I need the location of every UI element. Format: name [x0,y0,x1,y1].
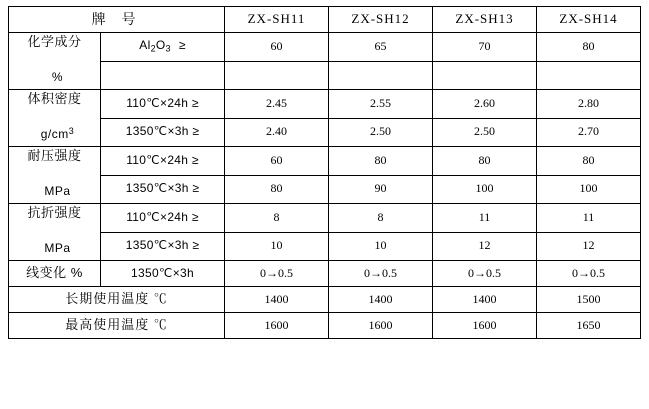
value-cell: 60 [225,147,329,176]
value-cell: 2.50 [433,118,537,147]
grade-header-3: ZX-SH13 [433,7,537,33]
row-label-max-temperature: 最高使用温度 ℃ [9,313,225,339]
value-cell: 90 [329,175,433,204]
value-cell: 1400 [433,287,537,313]
table-row [9,33,641,62]
condition-cell: 110℃×24h ≥ [101,90,225,119]
value-cell: 1650 [537,313,641,339]
row-label-long-term-temperature: 长期使用温度 ℃ [9,287,225,313]
condition-cell: $Al_2O_3$ ≥ [101,33,225,62]
table-row [9,147,641,176]
value-cell: 70 [433,33,537,62]
value-cell: 12 [537,232,641,261]
condition-cell: 1350℃×3h ≥ [101,232,225,261]
table-row [9,90,641,119]
row-label-chemical-composition [9,33,101,90]
value-cell: 80 [537,33,641,62]
row-label-bottom: MPa [44,241,71,256]
value-cell: 65 [329,33,433,62]
spec-table-container [8,6,640,339]
value-cell: 0→0.5 [329,261,433,287]
value-cell: 80 [329,147,433,176]
value-cell-empty [225,61,329,90]
value-cell: 0→0.5 [537,261,641,287]
value-cell: 2.55 [329,90,433,119]
row-label-compressive-strength [9,147,101,204]
row-label-top: 体积密度 [27,91,82,106]
table-row [9,118,641,147]
value-cell: 100 [537,175,641,204]
table-row [9,313,641,339]
grade-header-2: ZX-SH12 [329,7,433,33]
value-cell: 1600 [329,313,433,339]
condition-cell: 1350℃×3h [101,261,225,287]
row-label-top: 抗折强度 [27,205,82,220]
value-cell: 0→0.5 [433,261,537,287]
grade-header-4: ZX-SH14 [537,7,641,33]
value-cell-empty [433,61,537,90]
value-cell: 2.60 [433,90,537,119]
value-cell: 11 [537,204,641,233]
grade-header-1: ZX-SH11 [225,7,329,33]
value-cell: 1400 [225,287,329,313]
row-label-bottom: % [51,70,64,85]
value-cell: 2.70 [537,118,641,147]
row-label-bulk-density [9,90,101,147]
value-cell: 8 [225,204,329,233]
value-cell: 60 [225,33,329,62]
row-label-bottom: MPa [44,184,71,199]
condition-cell: 110℃×24h ≥ [101,147,225,176]
value-cell: 80 [433,147,537,176]
row-label-linear-change: 线变化 % [9,261,101,287]
value-cell: 1400 [329,287,433,313]
value-cell: 11 [433,204,537,233]
refractory-spec-table [8,6,641,339]
row-label-top: 化学成分 [27,34,82,49]
table-row [9,175,641,204]
value-cell: 100 [433,175,537,204]
value-cell: 8 [329,204,433,233]
value-cell: 2.80 [537,90,641,119]
condition-cell-empty [101,61,225,90]
value-cell: 80 [537,147,641,176]
table-header-row [9,7,641,33]
value-cell: 2.50 [329,118,433,147]
table-row [9,232,641,261]
value-cell: 1500 [537,287,641,313]
value-cell-empty [329,61,433,90]
row-label-top: 耐压强度 [27,148,82,163]
value-cell-empty [537,61,641,90]
condition-cell: 110℃×24h ≥ [101,204,225,233]
table-row-spacer [9,61,641,90]
value-cell: 10 [329,232,433,261]
value-cell: 10 [225,232,329,261]
value-cell: 2.40 [225,118,329,147]
value-cell: 2.45 [225,90,329,119]
condition-cell: 1350℃×3h ≥ [101,118,225,147]
brand-label: 牌 号 [9,7,225,33]
condition-cell: 1350℃×3h ≥ [101,175,225,204]
table-row [9,204,641,233]
row-label-bottom: $g/cm^3$ [40,126,75,142]
value-cell: 12 [433,232,537,261]
value-cell: 0→0.5 [225,261,329,287]
value-cell: 1600 [433,313,537,339]
table-row [9,261,641,287]
row-label-flexural-strength [9,204,101,261]
value-cell: 80 [225,175,329,204]
value-cell: 1600 [225,313,329,339]
table-row [9,287,641,313]
